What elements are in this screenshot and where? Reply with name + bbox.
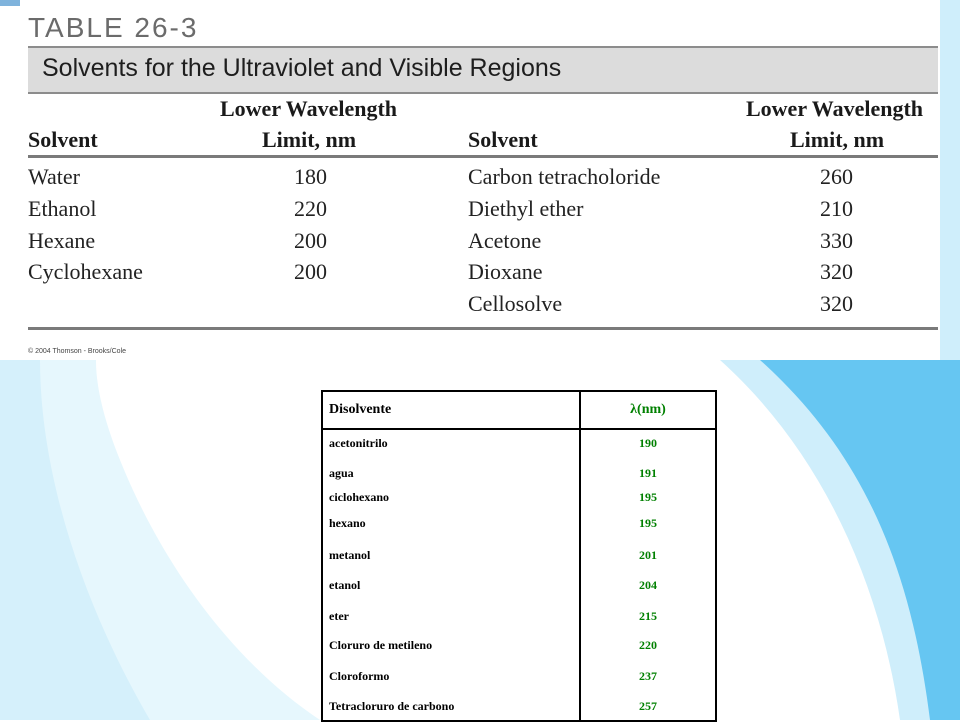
row-solvent: eter: [329, 609, 349, 623]
footer-rule: [28, 327, 938, 330]
corner-mark: [0, 0, 20, 6]
left-solvent-header: Solvent: [28, 127, 98, 152]
right-row-solvent: Cellosolve: [468, 291, 563, 316]
row-lambda: 215: [639, 609, 657, 623]
left-row-solvent: Water: [28, 164, 80, 189]
left-row-solvent: Hexane: [28, 228, 96, 253]
row-lambda: 191: [639, 466, 657, 480]
left-row-limit: 200: [294, 228, 327, 253]
right-row-solvent: Carbon tetracholoride: [468, 164, 661, 189]
left-limit-header-line2: Limit, nm: [262, 127, 357, 152]
row-lambda: 220: [639, 638, 657, 652]
right-row-limit: 210: [820, 196, 853, 221]
header-divider: [323, 428, 715, 430]
left-row-limit: 180: [294, 164, 327, 189]
left-row-solvent: Ethanol: [28, 196, 97, 221]
row-solvent: acetonitrilo: [329, 436, 388, 450]
row-solvent: etanol: [329, 578, 361, 592]
right-row-limit: 330: [820, 228, 853, 253]
right-row-solvent: Diethyl ether: [468, 196, 584, 221]
header-rule: [28, 155, 938, 158]
left-limit-header-line1: Lower Wavelength: [220, 96, 398, 121]
row-solvent: metanol: [329, 548, 371, 562]
row-lambda: 195: [639, 516, 657, 530]
row-solvent: Tetracloruro de carbono: [329, 699, 455, 713]
right-row-limit: 320: [820, 291, 853, 316]
copyright-note: © 2004 Thomson - Brooks/Cole: [28, 348, 127, 355]
left-row-limit: 220: [294, 196, 327, 221]
left-row-solvent: Cyclohexane: [28, 259, 143, 284]
right-row-limit: 260: [820, 164, 853, 189]
table-number: TABLE 26-3: [28, 12, 199, 43]
row-lambda: 190: [639, 436, 657, 450]
solvent-cutoff-table: [321, 390, 717, 722]
table-caption-bar: [28, 46, 938, 94]
row-solvent: hexano: [329, 516, 366, 530]
row-lambda: 204: [639, 578, 657, 592]
header-lambda: λ(nm): [630, 402, 666, 417]
row-lambda: 257: [639, 699, 657, 713]
row-solvent: Cloruro de metileno: [329, 638, 433, 652]
textbook-table-image: [0, 0, 940, 360]
row-solvent: agua: [329, 466, 354, 480]
row-lambda: 201: [639, 548, 657, 562]
right-row-limit: 320: [820, 259, 853, 284]
row-solvent: ciclohexano: [329, 490, 389, 504]
right-limit-header-line1: Lower Wavelength: [746, 96, 924, 121]
row-solvent: Cloroformo: [329, 669, 390, 683]
row-lambda: 195: [639, 490, 657, 504]
right-limit-header-line2: Limit, nm: [790, 127, 885, 152]
row-lambda: 237: [639, 669, 657, 683]
right-row-solvent: Dioxane: [468, 259, 543, 284]
right-solvent-header: Solvent: [468, 127, 538, 152]
header-disolvente: Disolvente: [329, 402, 392, 417]
right-row-solvent: Acetone: [468, 228, 542, 253]
left-row-limit: 200: [294, 259, 327, 284]
table-caption: Solvents for the Ultraviolet and Visible Regions: [42, 54, 562, 82]
